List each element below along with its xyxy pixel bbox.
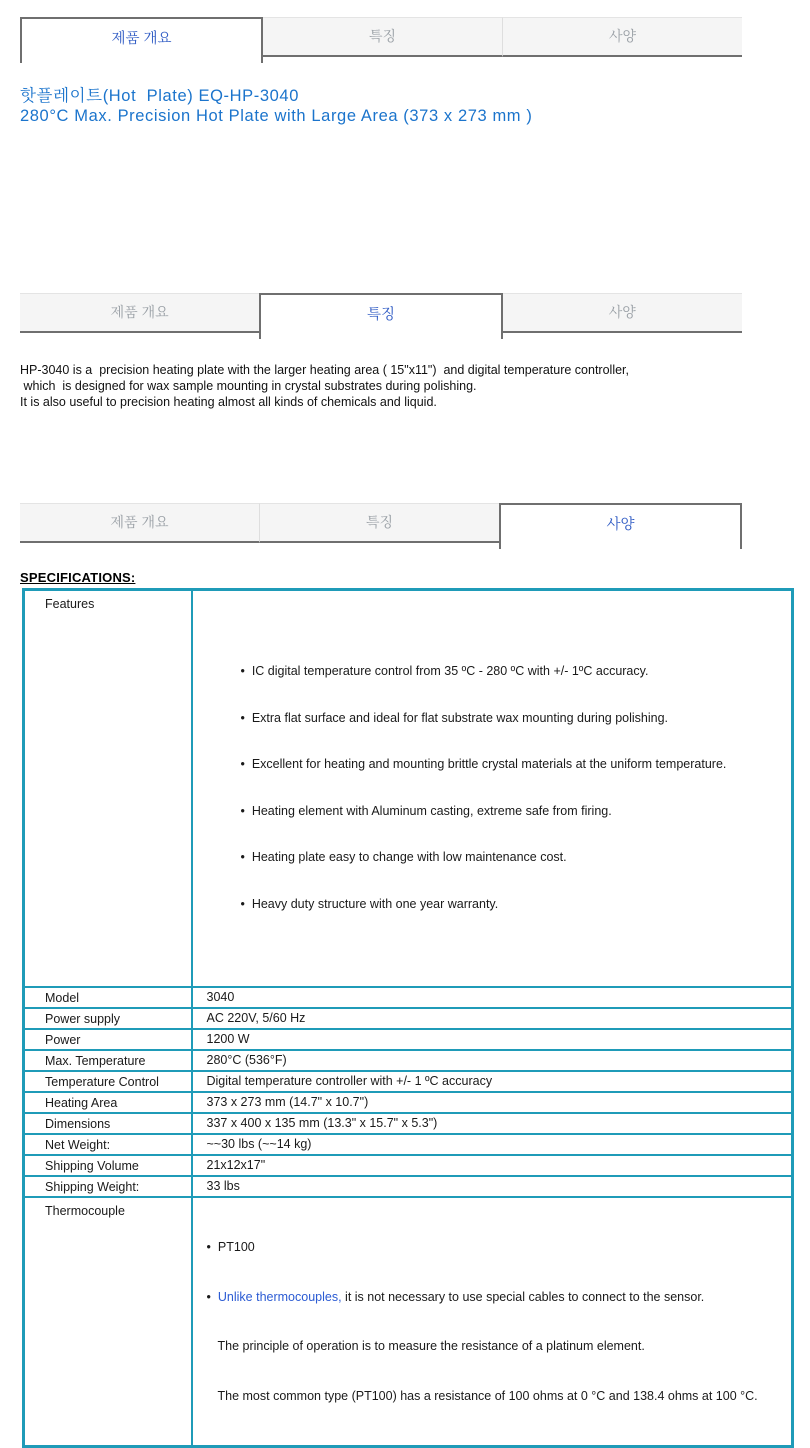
list-item: • Heating plate easy to change with low maintenance cost. <box>241 849 786 866</box>
spec-value: 3040 <box>192 987 793 1008</box>
spec-label: Model <box>24 987 192 1008</box>
list-item: • Heavy duty structure with one year warranty. <box>241 896 786 913</box>
thermocouple-note-rest: it is not necessary to use special cables to connect to the sensor. <box>341 1289 705 1304</box>
product-title-line2: 280°C Max. Precision Hot Plate with Large Area (373 x 273 mm ) <box>20 107 533 125</box>
spec-label: Dimensions <box>24 1113 192 1134</box>
specifications-heading: SPECIFICATIONS: <box>20 570 136 585</box>
spec-label: Power <box>24 1029 192 1050</box>
tabbar2-tab-features[interactable]: 특징 <box>259 293 502 339</box>
tabbar3-tab-overview[interactable]: 제품 개요 <box>20 503 259 543</box>
table-row <box>24 1134 793 1155</box>
tabbar3-tab-features[interactable]: 특징 <box>259 503 499 543</box>
thermocouple-bullet-note <box>207 1289 786 1306</box>
table-row <box>24 1029 793 1050</box>
table-row <box>24 1155 793 1176</box>
tabbar1-tab-overview[interactable]: 제품 개요 <box>20 17 263 63</box>
spec-label: Shipping Volume <box>24 1155 192 1176</box>
table-row <box>24 987 793 1008</box>
spec-value: 373 x 273 mm (14.7" x 10.7") <box>192 1092 793 1113</box>
tabbar1-tab-specs[interactable]: 사양 <box>502 17 742 57</box>
table-row <box>24 1113 793 1134</box>
thermocouple-bullet-pt100 <box>207 1239 786 1256</box>
bullet-dot: • <box>206 1240 211 1254</box>
tabbar-overview <box>20 17 742 63</box>
list-item: • Extra flat surface and ideal for flat substrate wax mounting during polishing. <box>241 710 786 727</box>
unlike-thermocouples-link[interactable]: Unlike thermocouples, <box>217 1289 342 1304</box>
spec-value: AC 220V, 5/60 Hz <box>192 1008 793 1029</box>
spec-label: Temperature Control <box>24 1071 192 1092</box>
specifications-table <box>22 588 794 1448</box>
spec-value: ~~30 lbs (~~14 kg) <box>192 1134 793 1155</box>
table-row-thermocouple <box>24 1197 793 1447</box>
spec-value: 33 lbs <box>192 1176 793 1197</box>
list-item: • Excellent for heating and mounting brittle crystal materials at the uniform temperature. <box>241 756 786 773</box>
spec-value: 280°C (536°F) <box>192 1050 793 1071</box>
spec-label: Shipping Weight: <box>24 1176 192 1197</box>
table-row <box>24 1176 793 1197</box>
spec-value <box>192 1197 793 1447</box>
table-row-features <box>24 590 793 988</box>
spec-value: 1200 W <box>192 1029 793 1050</box>
thermocouple-pt100-text: PT100 <box>217 1240 255 1254</box>
tabbar2-tab-specs[interactable]: 사양 <box>503 293 742 333</box>
spec-label: Thermocouple <box>24 1197 192 1447</box>
description-line: which is designed for wax sample mounting in crystal substrates during polishing. <box>20 379 477 393</box>
product-description <box>20 362 810 410</box>
table-row <box>24 1050 793 1071</box>
description-line: It is also useful to precision heating almost all kinds of chemicals and liquid. <box>20 395 437 409</box>
product-title <box>20 86 810 126</box>
tabbar1-tab-features[interactable]: 특징 <box>263 17 502 57</box>
list-item: • IC digital temperature control from 35 ºC - 280 ºC with +/- 1ºC accuracy. <box>241 663 786 680</box>
tabbar2-tab-overview[interactable]: 제품 개요 <box>20 293 259 333</box>
product-title-line1: 핫플레이트(Hot Plate) EQ-HP-3040 <box>20 87 299 105</box>
table-row <box>24 1092 793 1113</box>
thermocouple-note-line: The most common type (PT100) has a resistance of 100 ohms at 0 °C and 138.4 ohms at 100 °C. <box>217 1388 758 1403</box>
bullet-dot: • <box>206 1289 211 1304</box>
features-list <box>193 633 786 942</box>
spec-label: Power supply <box>24 1008 192 1029</box>
table-row <box>24 1008 793 1029</box>
description-line: HP-3040 is a precision heating plate with the larger heating area ( 15"x11") and digital temperature controller, <box>20 363 629 377</box>
list-item: • Heating element with Aluminum casting, extreme safe from firing. <box>241 803 786 820</box>
spec-label: Max. Temperature <box>24 1050 192 1071</box>
tabbar-features <box>20 293 742 339</box>
spec-value <box>192 590 793 988</box>
spec-label: Features <box>24 590 192 988</box>
spec-value: 21x12x17" <box>192 1155 793 1176</box>
spec-value: 337 x 400 x 135 mm (13.3" x 15.7" x 5.3") <box>192 1113 793 1134</box>
table-row <box>24 1071 793 1092</box>
spec-label: Net Weight: <box>24 1134 192 1155</box>
spec-value: Digital temperature controller with +/- 1 ºC accuracy <box>192 1071 793 1092</box>
tabbar3-tab-specs[interactable]: 사양 <box>499 503 742 549</box>
spec-label: Heating Area <box>24 1092 192 1113</box>
tabbar-specs <box>20 503 742 549</box>
thermocouple-note-line: The principle of operation is to measure the resistance of a platinum element. <box>217 1339 645 1353</box>
